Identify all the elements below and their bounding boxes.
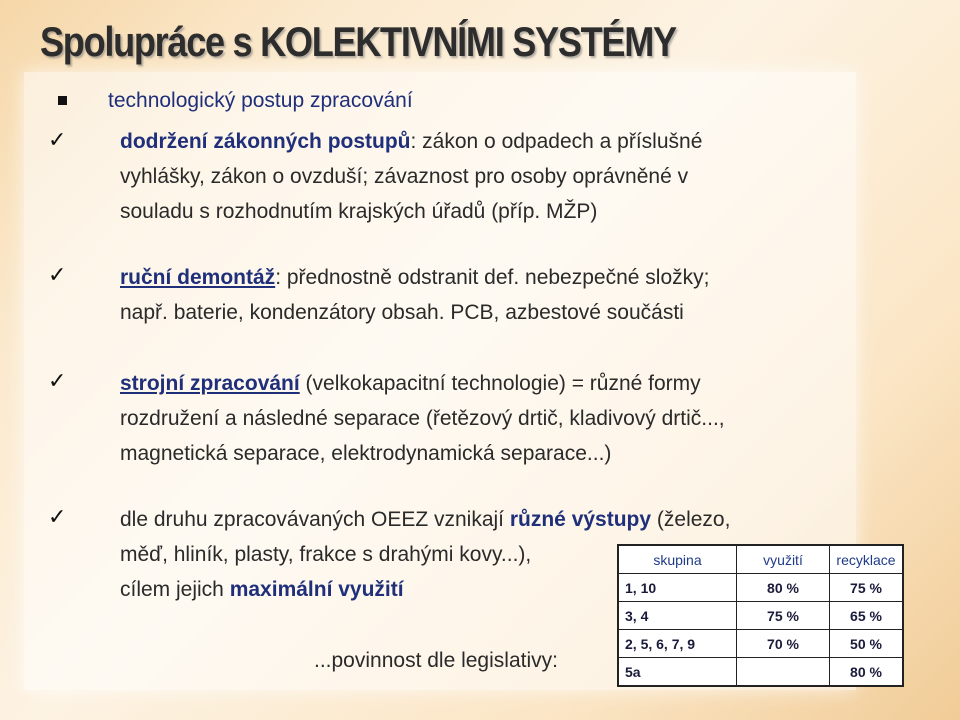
bullet-4-line-3-pre: cílem jejich xyxy=(120,578,230,601)
bullet-2-term: ruční demontáž xyxy=(120,266,276,289)
table-row xyxy=(618,630,903,658)
bullet-1-line-1 xyxy=(120,124,702,159)
bullet-2-line-2: např. baterie, kondenzátory obsah. PCB, azbestové součásti xyxy=(120,301,684,324)
cell-skupina: 1, 10 xyxy=(618,574,737,602)
bullet-4-term: různé výstupy xyxy=(509,508,652,531)
cell-recyklace: 65 % xyxy=(830,602,904,630)
section-heading: technologický postup zpracování xyxy=(108,89,413,112)
bullet-1-term: dodržení zákonných postupů xyxy=(120,130,411,153)
cell-vyuziti: 75 % xyxy=(737,602,830,630)
bullet-3-line-1 xyxy=(120,366,701,401)
bullet-4-line-2: měď, hliník, plasty, frakce s drahými kovy...), xyxy=(120,543,532,566)
bullet-3-term: strojní zpracování xyxy=(120,372,300,395)
bullet-4-text-pre: dle druhu zpracovávaných OEEZ vznikají xyxy=(120,508,510,531)
table-header-row xyxy=(618,545,903,574)
cell-recyklace: 75 % xyxy=(830,574,904,602)
cell-vyuziti xyxy=(737,658,830,687)
bullet-4-text-post: (železo, xyxy=(651,508,731,531)
bullet-4-line-1 xyxy=(120,502,730,537)
legislation-note: ...povinnost dle legislativy: xyxy=(314,649,558,672)
bullet-3-line-2: rozdružení a následné separace (řetězový drtič, kladivový drtič..., xyxy=(120,407,725,430)
bullet-2-line-1 xyxy=(120,260,709,295)
bullet-2-text: : přednostně odstranit def. nebezpečné složky; xyxy=(275,266,710,289)
checkmark-icon: ✓ xyxy=(48,128,67,153)
bullet-1-line-3: souladu s rozhodnutím krajských úřadů (příp. MŽP) xyxy=(120,200,598,223)
column-header-skupina: skupina xyxy=(618,545,737,574)
square-bullet-icon xyxy=(58,96,67,105)
column-header-recyklace: recyklace xyxy=(830,545,904,574)
table-row xyxy=(618,602,903,630)
cell-recyklace: 50 % xyxy=(830,630,904,658)
column-header-vyuziti: využití xyxy=(737,545,830,574)
bullet-3-line-3: magnetická separace, elektrodynamická separace...) xyxy=(120,442,612,465)
cell-skupina: 5a xyxy=(618,658,737,687)
cell-skupina: 3, 4 xyxy=(618,602,737,630)
cell-vyuziti: 80 % xyxy=(737,574,830,602)
bullet-1-line-2: vyhlášky, zákon o ovzduší; závaznost pro osoby oprávněné v xyxy=(120,165,689,188)
checkmark-icon: ✓ xyxy=(48,263,67,288)
slide-title: Spolupráce s KOLEKTIVNÍMI SYSTÉMY xyxy=(40,18,676,65)
table-row xyxy=(618,574,903,602)
table-row xyxy=(618,658,903,687)
checkmark-icon: ✓ xyxy=(48,369,67,394)
bullet-4-line-3 xyxy=(120,572,404,607)
recycling-table xyxy=(617,544,904,687)
cell-skupina: 2, 5, 6, 7, 9 xyxy=(618,630,737,658)
cell-recyklace: 80 % xyxy=(830,658,904,687)
checkmark-icon: ✓ xyxy=(48,505,67,530)
bullet-3-text: (velkokapacitní technologie) = různé formy xyxy=(299,372,701,395)
cell-vyuziti: 70 % xyxy=(737,630,830,658)
bullet-4-line-3-term: maximální využití xyxy=(229,578,404,601)
bullet-1-text: : zákon o odpadech a příslušné xyxy=(410,130,703,153)
